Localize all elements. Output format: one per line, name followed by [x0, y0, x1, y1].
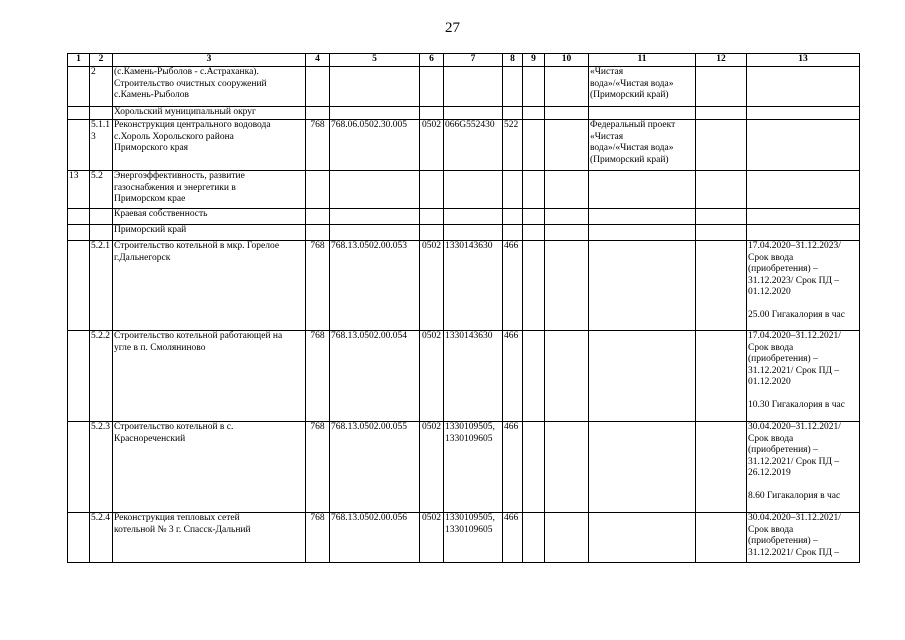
table-cell-col-5 — [330, 107, 420, 120]
table-cell-col-8: 466 — [503, 513, 523, 563]
table-cell-col-13: 17.04.2020–31.12.2023/ Срок ввода (приобретения) – 31.12.2023/ Срок ПД – 01.12.2020 25.00 Гигакалория в час — [747, 241, 860, 331]
table-row — [68, 513, 860, 563]
table-cell-col-10 — [545, 331, 589, 422]
column-header-7: 7 — [444, 54, 503, 67]
table-cell-col-11 — [589, 422, 696, 513]
table-cell-col-3: Строительство котельной в мкр. Горелое г.Дальнегорск — [113, 241, 306, 331]
table-cell-col-1 — [68, 209, 90, 225]
table-cell-col-3: Строительство котельной в с. Краснореченский — [113, 422, 306, 513]
table-body — [68, 67, 860, 563]
table-cell-col-12 — [696, 513, 747, 563]
column-header-11: 11 — [589, 54, 696, 67]
table-cell-col-13: 17.04.2020–31.12.2021/ Срок ввода (приобретения) – 31.12.2021/ Срок ПД – 01.12.2020 10.30 Гигакалория в час — [747, 331, 860, 422]
table-cell-col-8: 466 — [503, 422, 523, 513]
table-cell-col-1 — [68, 225, 90, 241]
table-row — [68, 225, 860, 241]
table-cell-col-10 — [545, 120, 589, 171]
table-cell-col-8 — [503, 171, 523, 209]
table-cell-col-11 — [589, 107, 696, 120]
table-cell-col-10 — [545, 422, 589, 513]
table-cell-col-9 — [523, 241, 545, 331]
table-cell-col-1 — [68, 422, 90, 513]
table-cell-col-6 — [420, 171, 444, 209]
table-cell-col-12 — [696, 171, 747, 209]
table-cell-col-7 — [444, 67, 503, 107]
table-cell-col-2 — [90, 225, 113, 241]
table-cell-col-9 — [523, 209, 545, 225]
table-cell-col-6 — [420, 209, 444, 225]
table-cell-col-3: (с.Камень-Рыболов - с.Астраханка). Строительство очистных сооружений с.Камень-Рыболов — [113, 67, 306, 107]
table-cell-col-6: 0502 — [420, 120, 444, 171]
table-cell-col-5 — [330, 171, 420, 209]
column-header-6: 6 — [420, 54, 444, 67]
table-cell-col-9 — [523, 225, 545, 241]
table-cell-col-5 — [330, 209, 420, 225]
table-header-row — [68, 54, 860, 67]
table-cell-col-12 — [696, 331, 747, 422]
table-cell-col-6: 0502 — [420, 241, 444, 331]
table-cell-col-5: 768.13.0502.00.054 — [330, 331, 420, 422]
table-cell-col-13 — [747, 225, 860, 241]
table-cell-col-3: Реконструкция тепловых сетей котельной № 3 г. Спасск-Дальний — [113, 513, 306, 563]
table-row — [68, 209, 860, 225]
table-cell-col-1: 13 — [68, 171, 90, 209]
table-cell-col-7: 066G552430 — [444, 120, 503, 171]
table-cell-col-1 — [68, 67, 90, 107]
table-cell-col-11: «Чистая вода»/«Чистая вода» (Приморский край) — [589, 67, 696, 107]
table-cell-col-3: Энергоэффективность, развитие газоснабжения и энергетики в Приморском крае — [113, 171, 306, 209]
table-cell-col-11 — [589, 209, 696, 225]
column-header-1: 1 — [68, 54, 90, 67]
column-header-13: 13 — [747, 54, 860, 67]
table-cell-col-4 — [306, 225, 330, 241]
table-cell-col-2: 5.2.2 — [90, 331, 113, 422]
table-row — [68, 331, 860, 422]
table-cell-col-5 — [330, 67, 420, 107]
table-cell-col-2: 5.2 — [90, 171, 113, 209]
table-cell-col-6 — [420, 107, 444, 120]
table-cell-col-11 — [589, 513, 696, 563]
table-cell-col-11: Федеральный проект «Чистая вода»/«Чистая вода» (Приморский край) — [589, 120, 696, 171]
column-header-8: 8 — [503, 54, 523, 67]
table-cell-col-5: 768.06.0502.30.005 — [330, 120, 420, 171]
table-cell-col-8 — [503, 209, 523, 225]
table-cell-col-2: 5.2.1 — [90, 241, 113, 331]
table-cell-col-2 — [90, 209, 113, 225]
table-cell-col-8 — [503, 225, 523, 241]
data-table — [67, 53, 860, 563]
table-cell-col-5 — [330, 225, 420, 241]
table-cell-col-4 — [306, 67, 330, 107]
table-cell-col-12 — [696, 67, 747, 107]
table-cell-col-7 — [444, 107, 503, 120]
table-cell-col-12 — [696, 209, 747, 225]
table-cell-col-3: Приморский край — [113, 225, 306, 241]
table-cell-col-13 — [747, 209, 860, 225]
table-row — [68, 120, 860, 171]
table-cell-col-10 — [545, 513, 589, 563]
table-cell-col-12 — [696, 225, 747, 241]
table-cell-col-8 — [503, 107, 523, 120]
table-cell-col-4 — [306, 171, 330, 209]
table-cell-col-2 — [90, 107, 113, 120]
table-cell-col-13 — [747, 120, 860, 171]
table-cell-col-10 — [545, 241, 589, 331]
table-cell-col-1 — [68, 120, 90, 171]
table-cell-col-9 — [523, 171, 545, 209]
table-row — [68, 107, 860, 120]
column-header-5: 5 — [330, 54, 420, 67]
table-row — [68, 422, 860, 513]
table-cell-col-8: 466 — [503, 241, 523, 331]
table-cell-col-12 — [696, 422, 747, 513]
table-cell-col-11 — [589, 241, 696, 331]
table-cell-col-1 — [68, 241, 90, 331]
table-cell-col-7 — [444, 171, 503, 209]
table-cell-col-11 — [589, 171, 696, 209]
table-cell-col-4 — [306, 107, 330, 120]
table-cell-col-4 — [306, 209, 330, 225]
table-cell-col-9 — [523, 513, 545, 563]
table-cell-col-11 — [589, 225, 696, 241]
table-cell-col-6: 0502 — [420, 422, 444, 513]
table-cell-col-4: 768 — [306, 331, 330, 422]
table-cell-col-8: 522 — [503, 120, 523, 171]
table-cell-col-11 — [589, 331, 696, 422]
table-cell-col-9 — [523, 67, 545, 107]
table-cell-col-3: Строительство котельной работающей на угле в п. Смоляниново — [113, 331, 306, 422]
table-cell-col-10 — [545, 225, 589, 241]
column-header-4: 4 — [306, 54, 330, 67]
table-cell-col-7 — [444, 225, 503, 241]
table-cell-col-13 — [747, 171, 860, 209]
table-cell-col-8 — [503, 67, 523, 107]
table-cell-col-5: 768.13.0502.00.056 — [330, 513, 420, 563]
column-header-10: 10 — [545, 54, 589, 67]
table-row — [68, 171, 860, 209]
table-cell-col-8: 466 — [503, 331, 523, 422]
table-cell-col-4: 768 — [306, 513, 330, 563]
table-cell-col-9 — [523, 331, 545, 422]
table-cell-col-2: 5.2.4 — [90, 513, 113, 563]
table-cell-col-13 — [747, 67, 860, 107]
table-cell-col-13: 30.04.2020–31.12.2021/ Срок ввода (приобретения) – 31.12.2021/ Срок ПД – — [747, 513, 860, 563]
table-cell-col-7: 1330109505, 1330109605 — [444, 513, 503, 563]
table-cell-col-1 — [68, 331, 90, 422]
table-cell-col-5: 768.13.0502.00.055 — [330, 422, 420, 513]
table-cell-col-10 — [545, 107, 589, 120]
column-header-9: 9 — [523, 54, 545, 67]
table-cell-col-9 — [523, 422, 545, 513]
table-cell-col-13 — [747, 107, 860, 120]
table-cell-col-10 — [545, 171, 589, 209]
column-header-3: 3 — [113, 54, 306, 67]
table-cell-col-2: 2 — [90, 67, 113, 107]
table-cell-col-7: 1330143630 — [444, 331, 503, 422]
table-cell-col-4: 768 — [306, 241, 330, 331]
table-cell-col-3: Хорольский муниципальный округ — [113, 107, 306, 120]
table-cell-col-10 — [545, 209, 589, 225]
table-cell-col-6 — [420, 67, 444, 107]
table-cell-col-13: 30.04.2020–31.12.2021/ Срок ввода (приобретения) – 31.12.2021/ Срок ПД – 26.12.2019 8.60 Гигакалория в час — [747, 422, 860, 513]
page-number: 27 — [445, 20, 460, 36]
column-header-12: 12 — [696, 54, 747, 67]
table-cell-col-7 — [444, 209, 503, 225]
table-cell-col-7: 1330143630 — [444, 241, 503, 331]
table-cell-col-6: 0502 — [420, 331, 444, 422]
table-cell-col-9 — [523, 107, 545, 120]
table-cell-col-5: 768.13.0502.00.053 — [330, 241, 420, 331]
table-cell-col-4: 768 — [306, 422, 330, 513]
table-cell-col-10 — [545, 67, 589, 107]
table-cell-col-6 — [420, 225, 444, 241]
table-cell-col-2: 5.2.3 — [90, 422, 113, 513]
column-header-2: 2 — [90, 54, 113, 67]
table-cell-col-3: Реконструкция центрального водовода с.Хороль Хорольского района Приморского края — [113, 120, 306, 171]
table-cell-col-9 — [523, 120, 545, 171]
table-cell-col-4: 768 — [306, 120, 330, 171]
table-cell-col-3: Краевая собственность — [113, 209, 306, 225]
table-cell-col-12 — [696, 241, 747, 331]
table-cell-col-12 — [696, 107, 747, 120]
table-cell-col-1 — [68, 513, 90, 563]
table-cell-col-12 — [696, 120, 747, 171]
table-cell-col-1 — [68, 107, 90, 120]
table-cell-col-6: 0502 — [420, 513, 444, 563]
table-cell-col-7: 1330109505, 1330109605 — [444, 422, 503, 513]
table-row — [68, 241, 860, 331]
table-row — [68, 67, 860, 107]
table-cell-col-2: 5.1.1 3 — [90, 120, 113, 171]
